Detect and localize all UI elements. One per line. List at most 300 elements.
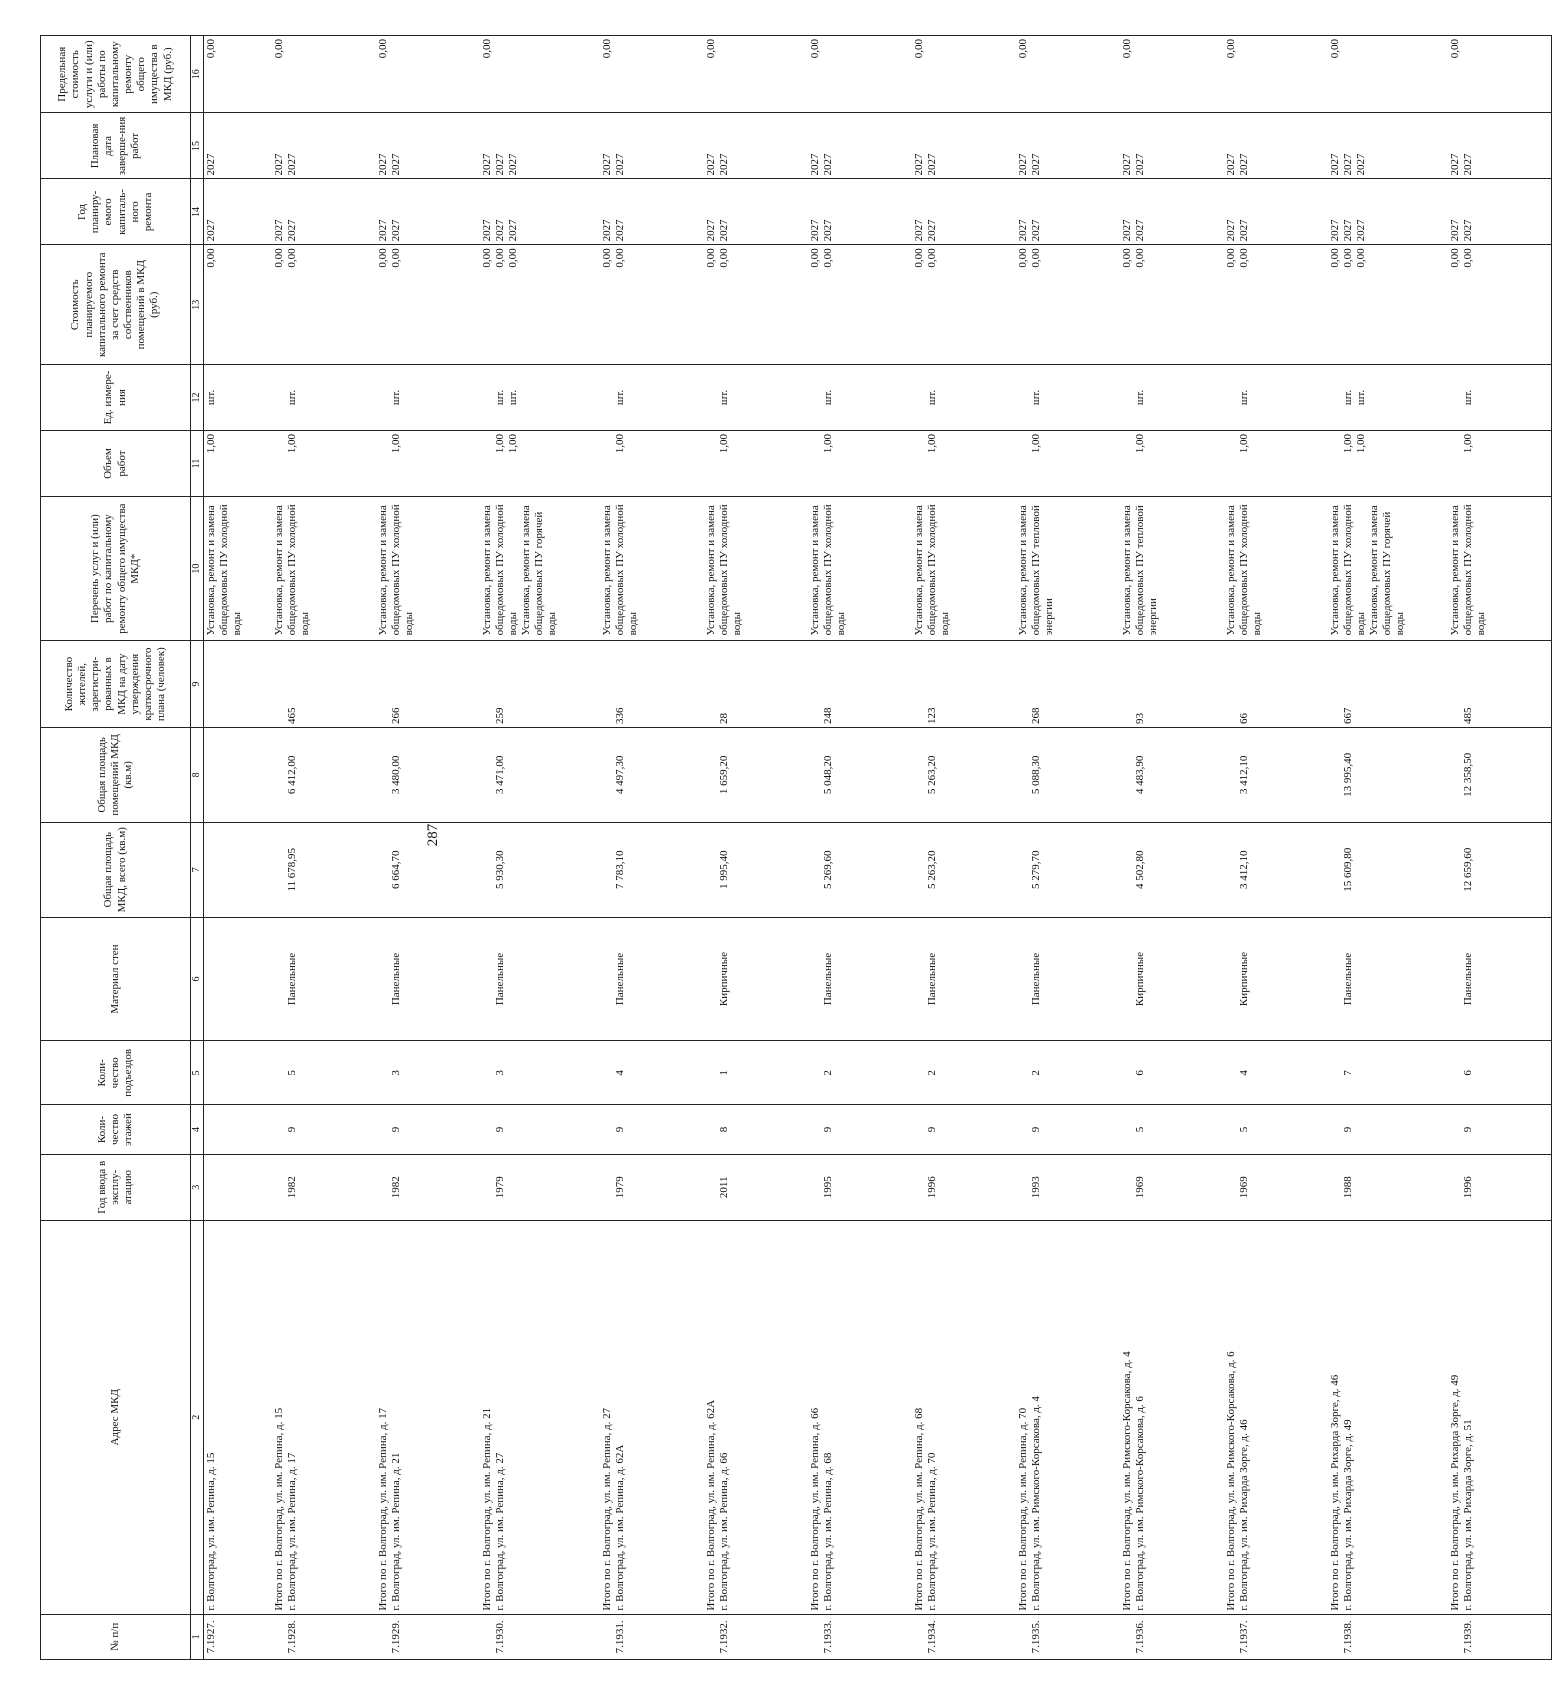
work-item: Установка, ремонт и замена общедомовых ПУ холодной воды xyxy=(1448,504,1487,636)
end-year: 2027 xyxy=(717,153,730,176)
total-label: Итого по г. Волгоград, ул. им. Римского-Корсакова, д. 6 xyxy=(1224,1351,1237,1611)
limit-cell xyxy=(808,36,912,113)
wall-material: Панельные xyxy=(285,952,298,1006)
limit-cost xyxy=(822,39,835,109)
work-volume: 1,00 xyxy=(285,434,298,454)
total-label: Итого по г. Волгоград, ул. им. Репина, д. 62А xyxy=(704,1399,717,1611)
header-cell: Коли-чество этажей xyxy=(41,1105,191,1154)
end-year: 2027 xyxy=(1354,153,1367,176)
total-label: Итого по г. Волгоград, ул. им. Репина, д. 27 xyxy=(600,1407,613,1611)
year-built: 1969 xyxy=(1237,1176,1250,1199)
floors: 9 xyxy=(285,1126,298,1133)
end-year: 2027 xyxy=(389,153,402,176)
cost: 0,00 xyxy=(389,248,402,268)
address-cell xyxy=(1224,1220,1328,1614)
address-cell xyxy=(1448,1220,1552,1614)
residents-cell xyxy=(912,641,1016,728)
year-cell xyxy=(704,1154,808,1220)
total-limit: 0,00 xyxy=(1120,39,1133,59)
total-cost: 0,00 xyxy=(272,248,285,268)
area-total-cell xyxy=(480,822,600,917)
year-cell xyxy=(480,1154,600,1220)
row-number-cell xyxy=(912,1614,1016,1659)
area-rooms-cell xyxy=(204,727,272,822)
material-cell xyxy=(912,917,1016,1041)
address: г. Волгоград, ул. им. Римского-Корсакова, д. 6 xyxy=(1133,1396,1146,1611)
limit-cell xyxy=(1016,36,1120,113)
volume-cell xyxy=(600,431,704,497)
row-number: 7.1939. xyxy=(1461,1620,1474,1654)
floors: 9 xyxy=(613,1126,626,1133)
work-volume: 1,00 xyxy=(493,434,506,454)
area-rooms-cell xyxy=(704,727,808,822)
column-number: 5 xyxy=(191,1041,204,1105)
plan-year: 2027 xyxy=(1133,219,1146,242)
capital-repair-table xyxy=(40,35,1552,1660)
area-total-cell xyxy=(1016,822,1120,917)
year-built: 1979 xyxy=(493,1176,506,1199)
total-plan-year: 2027 xyxy=(600,219,613,242)
plan-year-cell xyxy=(272,179,376,245)
page-number: 287 xyxy=(425,823,441,847)
volume-cell xyxy=(1224,431,1328,497)
residents: 336 xyxy=(613,707,626,724)
end-year-cell xyxy=(204,113,272,179)
end-year: 2027 xyxy=(613,153,626,176)
cost: 0,00 xyxy=(493,248,506,268)
cost-cell xyxy=(600,245,704,365)
year-cell xyxy=(272,1154,376,1220)
table-row xyxy=(1448,36,1552,1660)
year-cell xyxy=(204,1154,272,1220)
unit-cell xyxy=(808,365,912,431)
plan-year: 2027 xyxy=(925,219,938,242)
row-number-cell xyxy=(376,1614,480,1659)
work-volume: 1,00 xyxy=(1133,434,1146,454)
header-cell: Год ввода в эксплу-атацию xyxy=(41,1154,191,1220)
column-number: 8 xyxy=(191,727,204,822)
table-row xyxy=(272,36,376,1660)
row-number: 7.1930. xyxy=(493,1620,506,1654)
entrances-cell xyxy=(1328,1041,1448,1105)
volume-cell xyxy=(480,431,600,497)
total-label: Итого по г. Волгоград, ул. им. Репина, д. 15 xyxy=(272,1407,285,1611)
unit: шт. xyxy=(1237,389,1250,406)
residents-cell xyxy=(704,641,808,728)
area-rooms-cell xyxy=(1448,727,1552,822)
total-plan-year: 2027 xyxy=(1120,219,1133,242)
total-plan-year: 2027 xyxy=(704,219,717,242)
work-volume: 1,00 xyxy=(205,434,217,454)
header-row xyxy=(41,36,191,1660)
wall-material: Кирпичные xyxy=(1133,951,1146,1007)
residents-cell xyxy=(600,641,704,728)
volume-cell xyxy=(1016,431,1120,497)
column-number: 7 xyxy=(191,822,204,917)
residents: 248 xyxy=(821,707,834,724)
entrances-cell xyxy=(1120,1041,1224,1105)
row-number: 7.1931. xyxy=(613,1620,626,1654)
entrances: 4 xyxy=(613,1070,626,1076)
end-year: 2027 xyxy=(1461,153,1474,176)
area-total: 1 995,40 xyxy=(717,850,730,889)
table-row xyxy=(1120,36,1224,1660)
plan-year: 2027 xyxy=(506,219,519,242)
total-plan-year: 2027 xyxy=(912,219,925,242)
plan-year-cell xyxy=(1328,179,1448,245)
area-rooms: 5 263,20 xyxy=(925,755,938,795)
entrances: 3 xyxy=(493,1070,506,1076)
end-year-cell xyxy=(1120,113,1224,179)
area-rooms-cell xyxy=(912,727,1016,822)
header-cell: Материал стен xyxy=(41,917,191,1041)
work-cell xyxy=(704,496,808,640)
unit: шт. xyxy=(613,389,626,406)
entrances-cell xyxy=(376,1041,480,1105)
table-row xyxy=(1016,36,1120,1660)
area-total-cell xyxy=(808,822,912,917)
entrances-cell xyxy=(1224,1041,1328,1105)
year-built: 1996 xyxy=(1461,1176,1474,1199)
header-cell: Количество жителей, зарегистри-рованных в МКД на дату утверждения краткосрочного плана (человек) xyxy=(41,641,191,728)
material-cell xyxy=(600,917,704,1041)
floors-cell xyxy=(704,1105,808,1154)
row-number-cell xyxy=(1448,1614,1552,1659)
volume-cell xyxy=(204,431,272,497)
residents: 123 xyxy=(925,707,938,724)
entrances: 5 xyxy=(285,1070,298,1076)
wall-material: Панельные xyxy=(821,952,834,1006)
area-total-cell xyxy=(376,822,480,917)
work-cell xyxy=(600,496,704,640)
plan-year-cell xyxy=(480,179,600,245)
total-plan-year: 2027 xyxy=(376,219,389,242)
plan-year: 2027 xyxy=(613,219,626,242)
wall-material: Панельные xyxy=(613,952,626,1006)
total-limit: 0,00 xyxy=(600,39,613,59)
entrances: 2 xyxy=(821,1070,834,1076)
plan-year-cell xyxy=(600,179,704,245)
cost-cell xyxy=(1328,245,1448,365)
total-end-year: 2027 xyxy=(376,153,389,176)
floors-cell xyxy=(1224,1105,1328,1154)
area-rooms: 5 048,20 xyxy=(821,755,834,795)
area-rooms: 3 471,00 xyxy=(493,755,506,795)
address-cell xyxy=(204,1220,272,1614)
floors-cell xyxy=(204,1105,272,1154)
address: г. Волгоград, ул. им. Репина, д. 27 xyxy=(493,1452,506,1611)
column-number: 1 xyxy=(191,1614,204,1659)
plan-year: 2027 xyxy=(1029,219,1042,242)
cost-cell xyxy=(1448,245,1552,365)
unit: шт. xyxy=(506,389,519,406)
material-cell xyxy=(1016,917,1120,1041)
year-built: 1979 xyxy=(613,1176,626,1199)
floors-cell xyxy=(1328,1105,1448,1154)
area-total-cell xyxy=(1448,822,1552,917)
end-year: 2027 xyxy=(1237,153,1250,176)
material-cell xyxy=(1448,917,1552,1041)
entrances-cell xyxy=(1448,1041,1552,1105)
end-year: 2027 xyxy=(1029,153,1042,176)
column-number: 12 xyxy=(191,365,204,431)
limit-cell xyxy=(600,36,704,113)
address: г. Волгоград, ул. им. Репина, д. 15 xyxy=(205,1452,217,1611)
row-number-cell xyxy=(1016,1614,1120,1659)
work-volume: 1,00 xyxy=(1341,434,1354,454)
end-year-cell xyxy=(480,113,600,179)
work-cell xyxy=(272,496,376,640)
area-total: 4 502,80 xyxy=(1133,850,1146,889)
residents-cell xyxy=(1224,641,1328,728)
plan-year: 2027 xyxy=(285,219,298,242)
area-total: 5 269,60 xyxy=(821,850,834,889)
limit-cell xyxy=(1120,36,1224,113)
area-rooms-cell xyxy=(1224,727,1328,822)
limit-cell xyxy=(272,36,376,113)
floors: 9 xyxy=(1341,1126,1354,1133)
plan-year-cell xyxy=(1448,179,1552,245)
header-cell: Общая площадь помещений МКД (кв.м) xyxy=(41,727,191,822)
material-cell xyxy=(704,917,808,1041)
work-cell xyxy=(808,496,912,640)
area-total-cell xyxy=(272,822,376,917)
year-cell xyxy=(1016,1154,1120,1220)
material-cell xyxy=(272,917,376,1041)
area-total: 15 609,80 xyxy=(1341,847,1354,892)
work-item: Установка, ремонт и замена общедомовых ПУ холодной воды xyxy=(272,504,311,636)
year-cell xyxy=(1448,1154,1552,1220)
total-cost: 0,00 xyxy=(600,248,613,268)
floors: 9 xyxy=(493,1126,506,1133)
year-cell xyxy=(808,1154,912,1220)
entrances-cell xyxy=(1016,1041,1120,1105)
table-row xyxy=(912,36,1016,1660)
area-total: 5 930,30 xyxy=(493,850,506,889)
total-cost: 0,00 xyxy=(376,248,389,268)
row-number-cell xyxy=(704,1614,808,1659)
cost: 0,00 xyxy=(821,248,834,268)
floors-cell xyxy=(912,1105,1016,1154)
material-cell xyxy=(1328,917,1448,1041)
total-label: Итого по г. Волгоград, ул. им. Репина, д. 17 xyxy=(376,1407,389,1611)
end-year: 2027 xyxy=(821,153,834,176)
volume-cell xyxy=(912,431,1016,497)
total-plan-year: 2027 xyxy=(272,219,285,242)
table-row xyxy=(704,36,808,1660)
address: г. Волгоград, ул. им. Рихарда Зорге, д. 46 xyxy=(1237,1419,1250,1611)
unit: шт. xyxy=(1029,389,1042,406)
header-cell: № п/п xyxy=(41,1614,191,1659)
header-cell: Общая площадь МКД, всего (кв.м) xyxy=(41,822,191,917)
limit-cost xyxy=(1238,39,1251,109)
header-cell: Ед. измере-ния xyxy=(41,365,191,431)
column-number: 13 xyxy=(191,245,204,365)
cost: 0,00 xyxy=(1354,248,1367,268)
year-built: 1988 xyxy=(1341,1176,1354,1199)
address: г. Волгоград, ул. им. Римского-Корсакова, д. 4 xyxy=(1029,1396,1042,1611)
row-number: 7.1933. xyxy=(821,1620,834,1654)
work-volume: 1,00 xyxy=(821,434,834,454)
address: г. Волгоград, ул. им. Рихарда Зорге, д. 51 xyxy=(1461,1419,1474,1611)
material-cell xyxy=(808,917,912,1041)
limit-cost xyxy=(614,39,627,109)
limit-cell xyxy=(1224,36,1328,113)
column-number: 11 xyxy=(191,431,204,497)
entrances-cell xyxy=(704,1041,808,1105)
address-cell xyxy=(480,1220,600,1614)
volume-cell xyxy=(1328,431,1448,497)
work-item: Установка, ремонт и замена общедомовых ПУ горячей воды xyxy=(1368,505,1407,636)
table-row xyxy=(600,36,704,1660)
work-cell xyxy=(1448,496,1552,640)
work-item: Установка, ремонт и замена общедомовых ПУ холодной воды xyxy=(1224,504,1263,636)
cost: 0,00 xyxy=(1461,248,1474,268)
area-total: 12 659,60 xyxy=(1461,847,1474,892)
end-year-cell xyxy=(376,113,480,179)
floors: 9 xyxy=(821,1126,834,1133)
total-end-year: 2027 xyxy=(912,153,925,176)
year-cell xyxy=(1224,1154,1328,1220)
total-plan-year: 2027 xyxy=(808,219,821,242)
residents: 266 xyxy=(389,707,402,724)
address: г. Волгоград, ул. им. Репина, д. 68 xyxy=(821,1452,834,1611)
address: г. Волгоград, ул. им. Репина, д. 70 xyxy=(925,1452,938,1611)
row-number: 7.1935. xyxy=(1029,1620,1042,1654)
work-item: Установка, ремонт и замена общедомовых ПУ тепловой энергии xyxy=(1016,505,1055,636)
row-number: 7.1927. xyxy=(205,1620,217,1654)
limit-cell xyxy=(376,36,480,113)
column-number: 15 xyxy=(191,113,204,179)
total-cost: 0,00 xyxy=(1120,248,1133,268)
row-number-cell xyxy=(1328,1614,1448,1659)
floors: 8 xyxy=(717,1126,730,1133)
residents: 465 xyxy=(285,707,298,724)
limit-cost xyxy=(1462,39,1475,109)
plan-year: 2027 xyxy=(1237,219,1250,242)
residents: 259 xyxy=(493,707,506,724)
unit: шт. xyxy=(205,389,217,406)
unit: шт. xyxy=(1354,389,1367,406)
cost: 0,00 xyxy=(1341,248,1354,268)
total-label: Итого по г. Волгоград, ул. им. Репина, д. 66 xyxy=(808,1407,821,1611)
address-cell xyxy=(1328,1220,1448,1614)
total-label: Итого по г. Волгоград, ул. им. Репина, д. 68 xyxy=(912,1407,925,1611)
year-built: 1982 xyxy=(389,1176,402,1199)
row-number: 7.1929. xyxy=(389,1620,402,1654)
work-item: Установка, ремонт и замена общедомовых ПУ холодной воды xyxy=(1328,504,1367,636)
table-row xyxy=(204,36,272,1660)
total-end-year: 2027 xyxy=(600,153,613,176)
total-limit: 0,00 xyxy=(272,39,285,59)
cost-cell xyxy=(704,245,808,365)
end-year-cell xyxy=(600,113,704,179)
area-rooms-cell xyxy=(600,727,704,822)
cost-cell xyxy=(1224,245,1328,365)
unit-cell xyxy=(1328,365,1448,431)
header-cell: Коли-чество подъездов xyxy=(41,1041,191,1105)
area-rooms: 3 412,10 xyxy=(1237,755,1250,795)
work-volume: 1,00 xyxy=(389,434,402,454)
row-number: 7.1934. xyxy=(925,1620,938,1654)
limit-cost xyxy=(1134,39,1147,109)
header-cell: Перечень услуг и (или) работ по капитальному ремонту общего имущества МКД* xyxy=(41,496,191,640)
unit-cell xyxy=(600,365,704,431)
limit-cost xyxy=(1342,39,1355,109)
column-number: 3 xyxy=(191,1154,204,1220)
cost-cell xyxy=(204,245,272,365)
floors-cell xyxy=(1016,1105,1120,1154)
residents-cell xyxy=(1328,641,1448,728)
floors: 9 xyxy=(389,1126,402,1133)
area-rooms-cell xyxy=(1328,727,1448,822)
column-number: 16 xyxy=(191,36,204,113)
address-cell xyxy=(272,1220,376,1614)
cost: 0,00 xyxy=(1237,248,1250,268)
column-number: 14 xyxy=(191,179,204,245)
residents-cell xyxy=(1120,641,1224,728)
area-rooms-cell xyxy=(376,727,480,822)
residents: 93 xyxy=(1133,712,1146,724)
total-plan-year: 2027 xyxy=(1016,219,1029,242)
plan-year-cell xyxy=(1224,179,1328,245)
year-built: 2011 xyxy=(717,1176,730,1199)
work-item: Установка, ремонт и замена общедомовых ПУ холодной воды xyxy=(912,504,951,636)
end-year: 2027 xyxy=(925,153,938,176)
unit: шт. xyxy=(1341,389,1354,406)
unit: шт. xyxy=(821,389,834,406)
unit-cell xyxy=(376,365,480,431)
table-row xyxy=(376,36,480,1660)
total-limit: 0,00 xyxy=(376,39,389,59)
cost: 0,00 xyxy=(205,248,217,268)
row-number: 7.1932. xyxy=(717,1620,730,1654)
floors-cell xyxy=(600,1105,704,1154)
area-total: 5 279,70 xyxy=(1029,850,1042,889)
area-rooms: 13 995,40 xyxy=(1341,752,1354,797)
entrances: 6 xyxy=(1133,1070,1146,1076)
entrances: 2 xyxy=(925,1070,938,1076)
year-built: 1995 xyxy=(821,1176,834,1199)
plan-year-cell xyxy=(1120,179,1224,245)
end-year: 2027 xyxy=(493,153,506,176)
limit-cell xyxy=(480,36,600,113)
residents-cell xyxy=(272,641,376,728)
unit-cell xyxy=(1448,365,1552,431)
floors: 5 xyxy=(1133,1126,1146,1133)
end-year: 2027 xyxy=(1133,153,1146,176)
total-cost: 0,00 xyxy=(1328,248,1341,268)
plan-year-cell xyxy=(808,179,912,245)
entrances: 7 xyxy=(1341,1070,1354,1076)
column-number: 9 xyxy=(191,641,204,728)
work-cell xyxy=(1016,496,1120,640)
wall-material: Панельные xyxy=(1029,952,1042,1006)
end-year-cell xyxy=(704,113,808,179)
plan-year: 2027 xyxy=(493,219,506,242)
volume-cell xyxy=(272,431,376,497)
total-end-year: 2027 xyxy=(480,153,493,176)
total-limit: 0,00 xyxy=(1328,39,1341,59)
limit-cost xyxy=(926,39,939,109)
cost: 0,00 xyxy=(1029,248,1042,268)
limit-cell xyxy=(1448,36,1552,113)
unit-cell xyxy=(1120,365,1224,431)
year-cell xyxy=(912,1154,1016,1220)
plan-year: 2027 xyxy=(821,219,834,242)
total-end-year: 2027 xyxy=(808,153,821,176)
residents: 66 xyxy=(1237,712,1250,724)
